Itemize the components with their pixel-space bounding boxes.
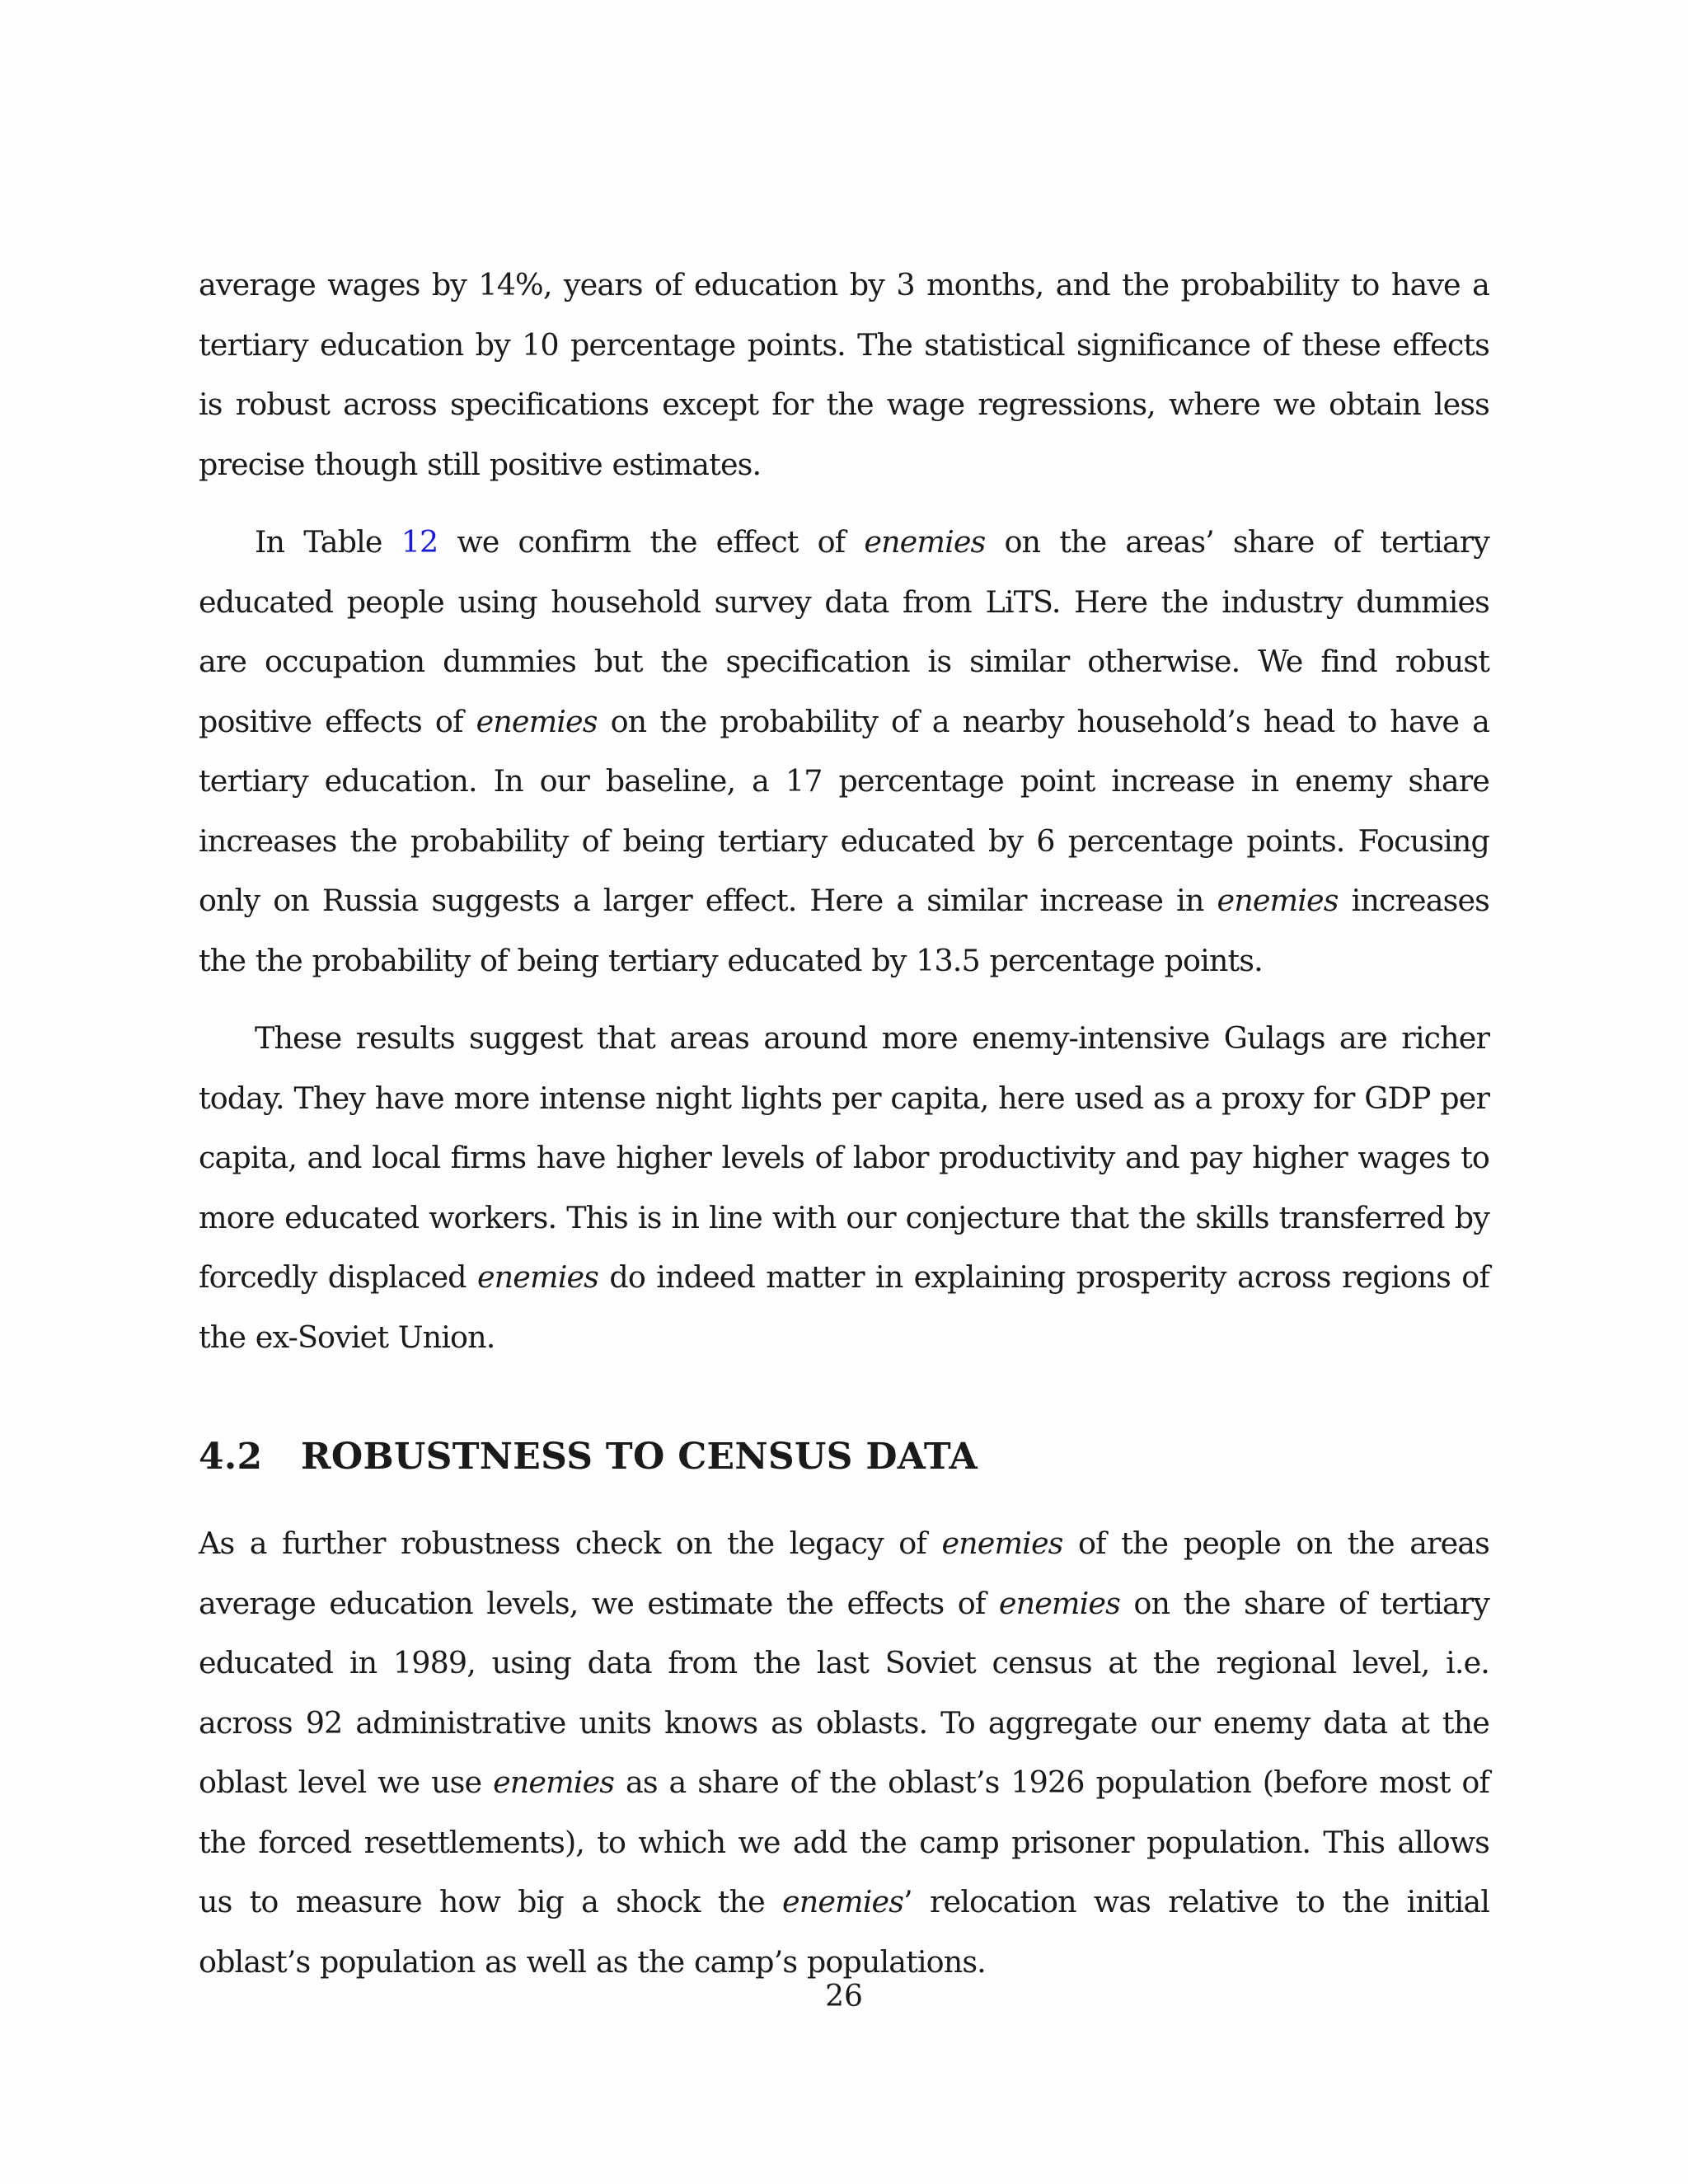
- text-span: of the people on the areas average education levels, we estimate the effects of: [199, 1526, 1489, 1621]
- paragraph-summary: [199, 1009, 1489, 1367]
- text-span: as a share of the oblast’s 1926 population (before most of the forced resettlements), to which we add the camp prisoner population. This allows us to measure how big a shock the: [199, 1765, 1490, 1919]
- italic-term: enemies: [493, 1765, 615, 1800]
- paragraph-text: average wages by 14%, years of education by 3 months, and the probability to have a tertiary education by 10 percentage points. The statistical significance of these effects is robust across specifications except for the wage regressions, where we obtain less precise though still positive estimates.: [199, 267, 1489, 482]
- italic-term: enemies: [941, 1526, 1063, 1561]
- paragraph-lits-results: [199, 513, 1489, 991]
- text-span: In Table: [255, 524, 401, 560]
- text-span: ’ relocation was relative to the initial oblast’s population as well as the camp’s populations.: [199, 1884, 1489, 1980]
- italic-term: enemies: [998, 1585, 1120, 1621]
- text-span: These results suggest that areas around more enemy-intensive Gulags are richer today. They have more intense night lights per capita, here used as a proxy for GDP per capita, and local firms have higher levels of labor productivity and pay higher wages to more educated workers. This is in line with our conjecture that the skills transferred by forcedly displaced: [199, 1020, 1489, 1295]
- text-span: on the share of tertiary educated in 1989, using data from the last Soviet census at the regional level, i.e. across 92 administrative units knows as oblasts. To aggregate our enemy data at the oblast level we use: [199, 1585, 1489, 1800]
- text-span: increases the the probability of being tertiary educated by 13.5 percentage points.: [199, 883, 1489, 978]
- section-number: 4.2: [199, 1436, 263, 1478]
- text-span: on the areas’ share of tertiary educated people using household survey data from LiTS. Here the industry dummies are occupation dummies but the specification is similar otherwise. We find robust positive effects of: [199, 524, 1489, 739]
- text-span: on the probability of a nearby household’s head to have a tertiary education. In our baseline, a 17 percentage point increase in enemy share increases the probability of being tertiary educated by 6 percentage points. Focusing only on Russia suggests a larger effect. Here a similar increase in: [199, 703, 1489, 918]
- section-heading: [199, 1432, 1489, 1482]
- italic-term: enemies: [476, 703, 598, 739]
- text-span: we confirm the effect of: [438, 524, 865, 560]
- paragraph-wage-results: [199, 255, 1489, 494]
- text-span: do indeed matter in explaining prosperity across regions of the ex-Soviet Union.: [199, 1259, 1489, 1355]
- italic-term: enemies: [782, 1884, 904, 1919]
- text-span: As a further robustness check on the legacy of: [199, 1526, 942, 1561]
- table-12-link[interactable]: 12: [401, 524, 438, 560]
- italic-term: enemies: [1217, 883, 1339, 918]
- italic-term: enemies: [476, 1259, 599, 1295]
- page-number: 26: [825, 1980, 863, 2013]
- italic-term: enemies: [864, 524, 986, 560]
- body-text: [199, 255, 1489, 1992]
- paragraph-census-robustness: [199, 1514, 1489, 1992]
- section-title: ROBUSTNESS TO CENSUS DATA: [301, 1436, 978, 1478]
